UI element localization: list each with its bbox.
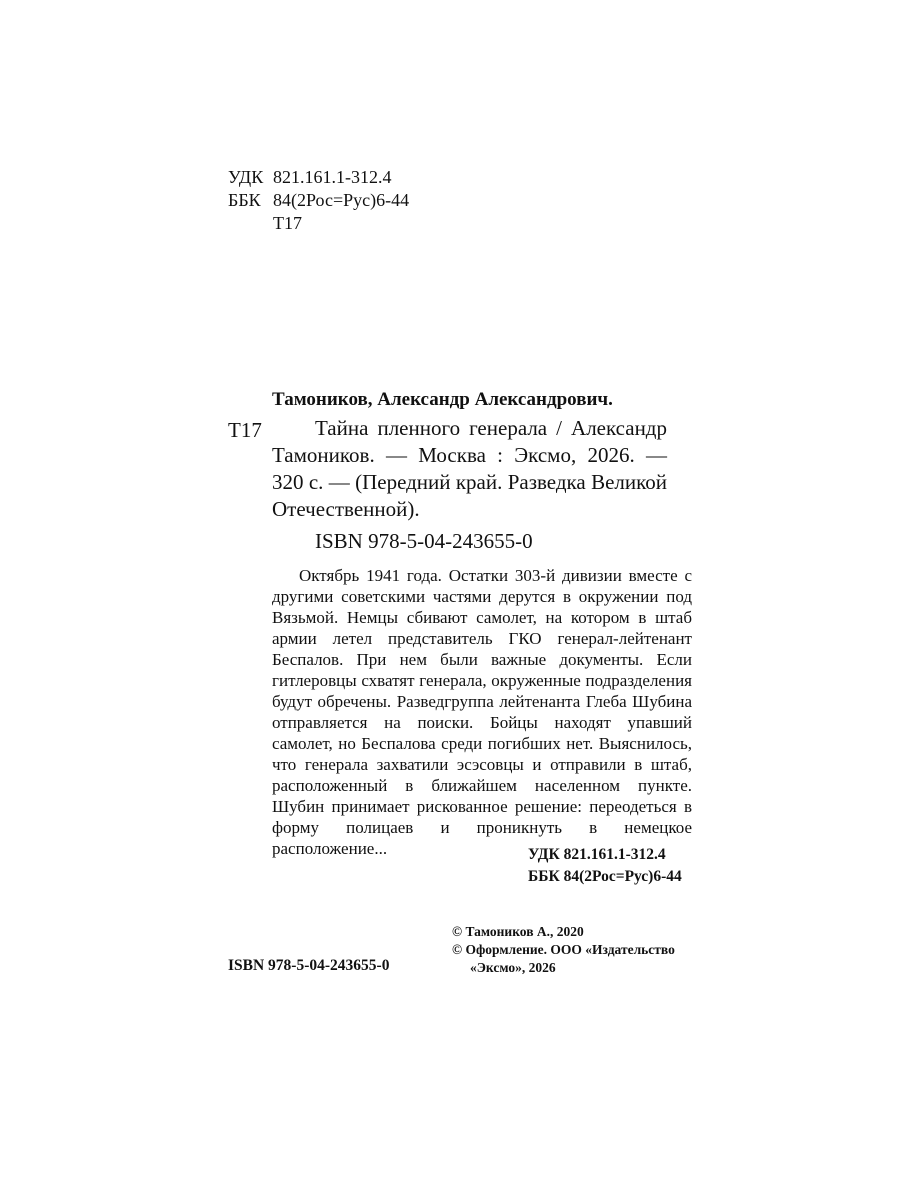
isbn-main: ISBN 978-5-04-243655-0 bbox=[315, 529, 533, 553]
copyright-block bbox=[452, 923, 675, 977]
isbn-bottom: ISBN 978-5-04-243655-0 bbox=[228, 957, 390, 974]
udk-value: 821.161.1-312.4 bbox=[273, 167, 392, 187]
annotation-text: Октябрь 1941 года. Остатки 303-й дивизии вместе с другими советскими частями дерутся в окружении под Вязьмой. Немцы сбивают самолет, на котором в штаб армии летел представитель ГКО генерал-лейтенант Беспалов. При нем были важные документы. Если гитлеровцы схватят генерала, окруженные подразделения будут обречены. Разведгруппа лейтенанта Глеба Шубина отправляется на поиски. Бойцы находят упавший самолет, но Беспалова среди погибших нет. Выяснилось, что генерала захватили эсэсовцы и отправили в штаб, расположенный в ближайшем населенном пункте. Шубин принимает рискованное решение: переодеться в форму полицаев и проникнуть в немецкое расположение... bbox=[272, 566, 692, 858]
bbk-value: 84(2Рос=Рус)6-44 bbox=[273, 190, 410, 210]
copyright-author: © Тамоников А., 2020 bbox=[452, 924, 584, 939]
bbk-label: ББК bbox=[228, 190, 261, 210]
codes-bottom-block bbox=[528, 844, 682, 888]
udk-label: УДК bbox=[228, 167, 264, 187]
annotation bbox=[272, 565, 692, 859]
copyright-publisher: «Эксмо», 2026 bbox=[470, 960, 556, 975]
bibliographic-description: Тайна пленного генерала / Александр Тамоников. — Москва : Эксмо, 2026. — 320 с. — (Передний край. Разведка Великой Отечественной). bbox=[272, 416, 667, 521]
copyright-design: © Оформление. ООО «Издательство bbox=[452, 942, 675, 957]
bbk-bottom: ББК 84(2Рос=Рус)6-44 bbox=[528, 868, 682, 885]
author-heading: Тамоников, Александр Александрович. bbox=[272, 389, 613, 410]
author-mark: Т17 bbox=[273, 213, 302, 233]
udk-bottom: УДК 821.161.1-312.4 bbox=[528, 846, 666, 863]
classification-block bbox=[228, 166, 468, 236]
author-code: Т17 bbox=[228, 418, 262, 442]
